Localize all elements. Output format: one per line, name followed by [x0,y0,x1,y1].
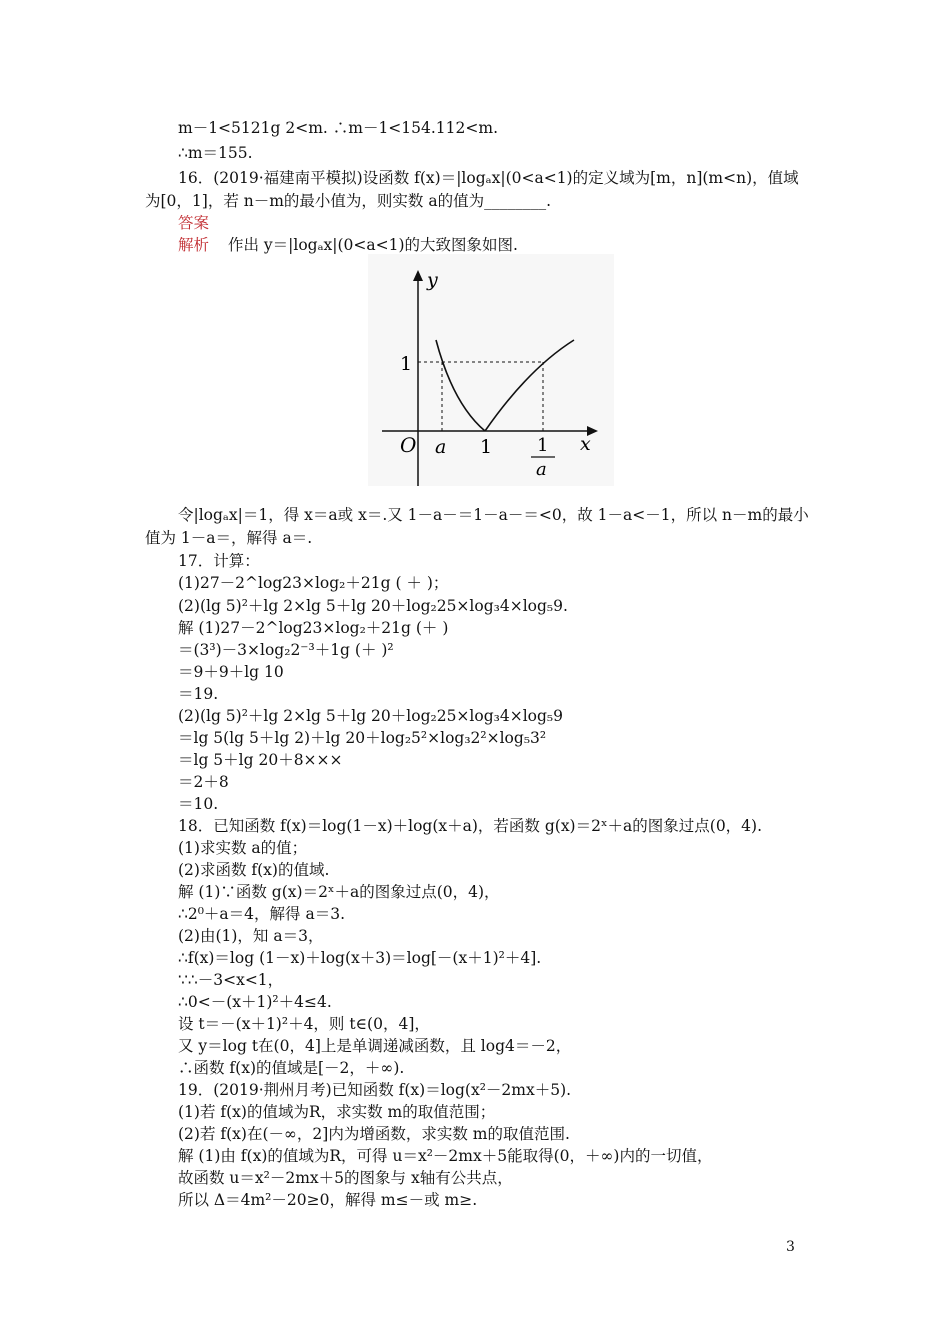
y-axis-label: y [427,269,438,291]
text-line: 解 (1)27－2^log23×log₂＋21g (＋ ) [178,619,449,637]
inv-a-numerator: 1 [537,435,549,456]
a-label: a [435,436,447,458]
text-line: 设 t＝－(x＋1)²＋4，则 t∈(0，4]， [178,1015,430,1033]
text-line: 故函数 u＝x²－2mx＋5的图象与 x轴有公共点， [178,1169,513,1187]
text-line: 又 y＝log t在(0，4]上是单调递减函数，且 log4＝－2， [178,1037,572,1055]
text-line: 所以 Δ＝4m²－20≥0，解得 m≤－或 m≥. [178,1191,478,1209]
text-line: 解 (1)∵函数 g(x)＝2ˣ＋a的图象过点(0，4)， [178,883,500,901]
text-line: ∴m＝155. [178,144,253,162]
problem-17-title: 17．计算： [178,552,260,570]
inv-a-denominator: a [536,459,547,480]
text-line: 解 (1)由 f(x)的值域为R，可得 u＝x²－2mx＋5能取得(0，＋∞)内的一切值， [178,1147,713,1165]
text-line: ＝10. [178,795,219,813]
x-one-label: 1 [480,436,493,458]
origin-label: O [400,433,417,457]
problem-16-line-2: 为[0，1]，若 n－m的最小值为，则实数 a的值为________. [145,192,552,210]
text-line: ∵∴－3<x<1， [178,971,284,989]
text-line: (1)27－2^log23×log₂＋21g ( ＋ )； [178,574,449,592]
text-line: ＝9＋9＋lg 10 [178,663,284,681]
text-line: ＝lg 5(lg 5＋lg 2)＋lg 20＋log₂5²×log₃2²×log₅3² [178,729,547,747]
text-line: (2)由(1)，知 a＝3， [178,927,324,945]
text-line: ＝2＋8 [178,773,229,791]
x-axis-label: x [580,433,591,455]
y-one-label: 1 [400,353,413,375]
analysis-line [178,235,518,256]
page-number: 3 [786,1239,795,1255]
text-line: ∴0<－(x＋1)²＋4≤4. [178,993,332,1011]
text-line: 值为 1－a＝，解得 a＝. [145,529,313,547]
text-line: ＝lg 5＋lg 20＋8××× [178,751,343,769]
log-abs-graph [368,254,614,486]
text-line: ∴2⁰＋a＝4，解得 a＝3. [178,905,345,923]
text-line: (1)若 f(x)的值域为R，求实数 m的取值范围； [178,1103,496,1121]
text-line: ∴f(x)＝log (1－x)＋log(x＋3)＝log[－(x＋1)²＋4]. [178,949,542,967]
answer-label: 答案 [178,214,210,232]
analysis-label: 解析 [178,236,210,254]
text-line: ＝(3³)－3×log₂2⁻³＋1g (＋ )² [178,641,394,659]
problem-16-line-1: 16．(2019·福建南平模拟)设函数 f(x)＝|logₐx|(0<a<1)的定义域为[m，n](m<n)，值域 [178,169,799,187]
analysis-text: 作出 y＝|logₐx|(0<a<1)的大致图象如图. [227,236,518,254]
problem-19-title: 19．(2019·荆州月考)已知函数 f(x)＝log(x²－2mx＋5). [178,1081,572,1099]
text-line: m－1<5121g 2<m. ∴m－1<154.112<m. [178,119,498,137]
text-line: ∴函数 f(x)的值域是[－2，＋∞). [178,1059,405,1077]
text-line: (1)求实数 a的值； [178,839,308,857]
text-line: (2)(lg 5)²＋lg 2×lg 5＋lg 20＋log₂25×log₃4×log₅9. [178,597,568,615]
text-line: (2)若 f(x)在(－∞，2]内为增函数，求实数 m的取值范围. [178,1125,570,1143]
text-line: (2)求函数 f(x)的值域. [178,861,330,879]
text-line: 令|logₐx|＝1，得 x＝a或 x＝.又 1－a－＝1－a－＝<0，故 1－a<－1，所以 n－m的最小 [178,506,809,524]
text-line: (2)(lg 5)²＋lg 2×lg 5＋lg 20＋log₂25×log₃4×log₅9 [178,707,563,725]
problem-18-title: 18．已知函数 f(x)＝log(1－x)＋log(x＋a)，若函数 g(x)＝2ˣ＋a的图象过点(0，4). [178,817,763,835]
text-line: ＝19. [178,685,219,703]
